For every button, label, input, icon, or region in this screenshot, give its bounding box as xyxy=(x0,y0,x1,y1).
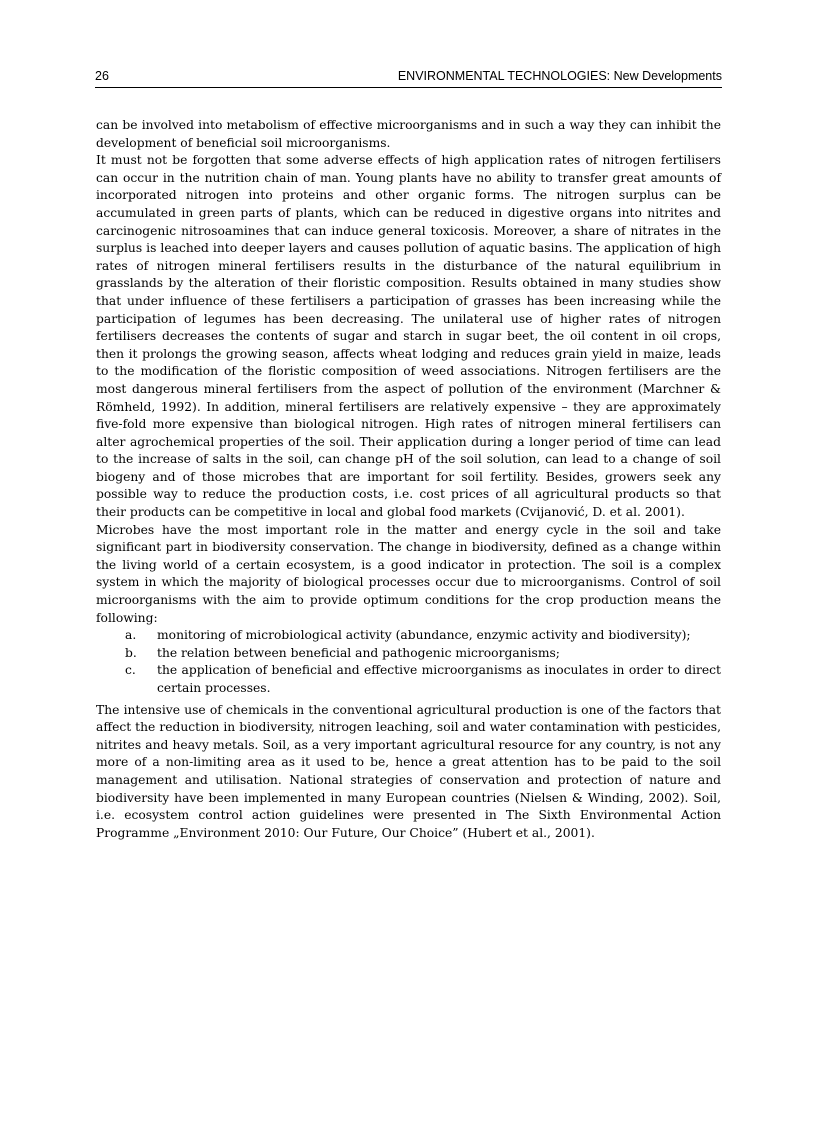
running-title: ENVIRONMENTAL TECHNOLOGIES: New Developments xyxy=(397,69,722,83)
body-text xyxy=(96,117,721,842)
list-item-text: the application of beneficial and effective microorganisms as inoculates in order to direct certain processes. xyxy=(157,663,721,695)
list-item xyxy=(96,662,721,697)
paragraph: can be involved into metabolism of effective microorganisms and in such a way they can inhibit the development of beneficial soil microorganisms. xyxy=(96,118,721,150)
paragraph: The intensive use of chemicals in the conventional agricultural production is one of the factors that affect the reduction in biodiversity, nitrogen leaching, soil and water contamination with pesticides, nitrites and heavy metals. Soil, as a very important agricultural resource for any country, is not any more of a non-limiting area as it used to be, hence a great attention has to be paid to the soil management and utilisation. National strategies of conservation and protection of nature and biodiversity have been implemented in many European countries (Nielsen & Winding, 2002). Soil, i.e. ecosystem control action guidelines were presented in The Sixth Environmental Action Programme „Environment 2010: Our Future, Our Choice” (Hubert et al., 2001). xyxy=(96,702,721,840)
running-header xyxy=(95,69,722,88)
paragraph: It must not be forgotten that some adverse effects of high application rates of nitrogen fertilisers can occur in the nutrition chain of man. Young plants have no ability to transfer great amounts of incorporated nitrogen into proteins and other organic forms. The nitrogen surplus can be accumulated in green parts of plants, which can be reduced in digestive organs into nitrites and carcinogenic nitrosoamines that can induce general toxicosis. Moreover, a share of nitrates in the surplus is leached into deeper layers and causes pollution of aquatic basins. The application of high rates of nitrogen mineral fertilisers results in the disturbance of the natural equilibrium in grasslands by the alteration of their floristic composition. Results obtained in many studies show that under influence of these fertilisers a participation of grasses has been increasing while the participation of legumes has been decreasing. The unilateral use of higher rates of nitrogen fertilisers decreases the contents of sugar and starch in sugar beet, the oil content in oil crops, then it prolongs the growing season, affects wheat lodging and reduces grain yield in maize, leads to the modification of the floristic composition of weed associations. Nitrogen fertilisers are the most dangerous mineral fertilisers from the aspect of pollution of the environment (Marchner & Römheld, 1992). In addition, mineral fertilisers are relatively expensive – they are approximately five-fold more expensive than biological nitrogen. High rates of nitrogen mineral fertilisers can alter agrochemical properties of the soil. Their application during a longer period of time can lead to the increase of salts in the soil, can change pH of the soil solution, can lead to a change of soil biogeny and of those microbes that are important for soil fertility. Besides, growers seek any possible way to reduce the production costs, i.e. cost prices of all agricultural products so that their products can be competitive in local and global food markets (Cvijanović, D. et al. 2001). xyxy=(96,153,721,520)
requirements-list xyxy=(96,627,721,697)
paragraph: Microbes have the most important role in the matter and energy cycle in the soil and take significant part in biodiversity conservation. The change in biodiversity, defined as a change within the living world of a certain ecosystem, is a good indicator in protection. The soil is a complex system in which the majority of biological processes occur due to microorganisms. Control of soil microorganisms with the aim to provide optimum conditions for the crop production means the following: xyxy=(96,522,721,625)
list-marker: b. xyxy=(125,645,137,660)
list-marker: c. xyxy=(125,663,136,678)
list-item-text: the relation between beneficial and pathogenic microorganisms; xyxy=(157,645,560,660)
list-item xyxy=(96,645,721,663)
list-item-text: monitoring of microbiological activity (abundance, enzymic activity and biodiversity); xyxy=(157,628,691,643)
page-number: 26 xyxy=(95,69,109,83)
list-item xyxy=(96,627,721,645)
list-marker: a. xyxy=(125,628,137,643)
